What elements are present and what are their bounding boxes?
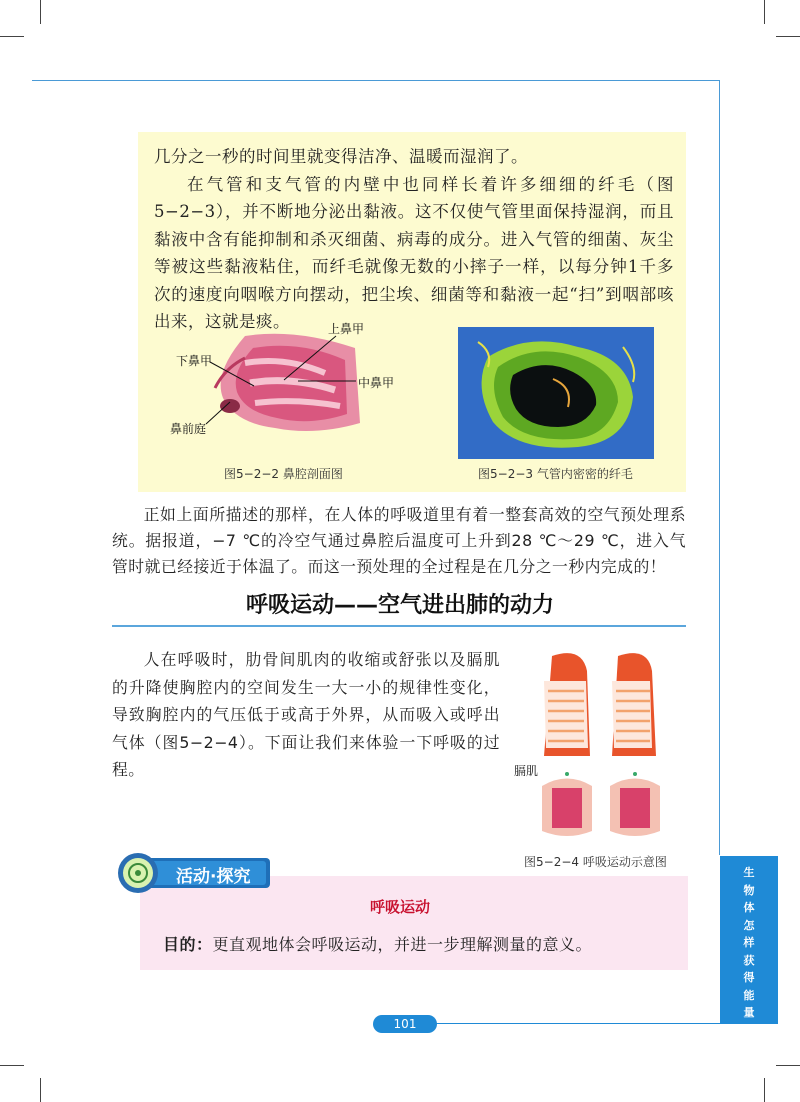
crop-mark [0, 36, 24, 37]
crop-mark [764, 1078, 765, 1102]
activity-title: 呼吸运动 [369, 898, 430, 916]
crop-mark [776, 1065, 800, 1066]
purpose-text: 更直观地体会呼吸运动，并进一步理解测量的意义。 [212, 935, 593, 954]
section-divider [112, 625, 686, 627]
chapter-side-tab [720, 856, 778, 1024]
crop-mark [0, 1065, 24, 1066]
leader-line [298, 376, 358, 386]
page-frame-right [719, 80, 720, 855]
reading-line-1: 几分之一秒的时间里就变得洁净、温暖而湿润了。 [154, 147, 528, 166]
side-tab-char: 样 [743, 936, 755, 949]
leader-line [204, 400, 234, 426]
label-nasal-vestibule: 鼻前庭 [170, 422, 207, 436]
reading-text [154, 143, 674, 336]
activity-badge-label: 活动·探究 [176, 867, 251, 887]
side-tab-char: 生 [743, 866, 755, 879]
breathing-diagram [522, 636, 672, 846]
side-tab-char: 物 [743, 883, 755, 897]
summary-paragraph: 正如上面所描述的那样，在人体的呼吸道里有着一整套高效的空气预处理系统。据报道，−7 ℃的冷空气通过鼻腔后温度可上升到28 ℃～29 ℃，进入气管时就已经接近于体温了。而这一预处理的全过程是在几分之一秒内完成的！ [112, 505, 686, 576]
reading-paragraph-2: 在气管和支气管的内壁中也同样长着许多细细的纤毛（图5−2−3），并不断地分泌出黏液。这不仅使气管里面保持湿润，而且黏液中含有能抑制和杀灭细菌、病毒的成分。进入气管的细菌、灰尘等被这些黏液粘住，而纤毛就像无数的小摔子一样，以每分钟1千多次的速度向咽喉方向摆动，把尘埃、细菌等和黏液一起“扫”到咽部咳出来，这就是痰。 [154, 174, 674, 331]
side-tab-char: 能 [743, 988, 755, 1002]
crop-mark [40, 1078, 41, 1102]
purpose-label: 目的： [163, 935, 213, 954]
cilia-micrograph [458, 327, 654, 459]
label-middle-turbinate: 中鼻甲 [358, 376, 395, 390]
label-upper-turbinate: 上鼻甲 [328, 322, 365, 336]
figure-523-caption: 图5−2−3 气管内密密的纤毛 [478, 467, 633, 481]
figure-524-caption: 图5−2−4 呼吸运动示意图 [524, 855, 667, 869]
activity-purpose [163, 932, 592, 955]
leader-line [208, 360, 258, 390]
side-tab-char: 量 [743, 1006, 755, 1019]
crop-mark [764, 0, 765, 24]
side-tab-char: 怎 [743, 918, 755, 932]
figure-522-caption: 图5−2−2 鼻腔剖面图 [224, 467, 343, 481]
label-diaphragm: 膈肌 [514, 764, 539, 778]
section-heading: 呼吸运动——空气进出肺的动力 [245, 593, 554, 618]
side-tab-char: 获 [743, 953, 755, 967]
crop-mark [776, 36, 800, 37]
section-paragraph: 人在呼吸时，肋骨间肌肉的收缩或舒张以及膈肌的升降使胸腔内的空间发生一大一小的规律性变化，导致胸腔内的气压低于或高于外界，从而吸入或呼出气体（图5−2−4）。下面让我们来体验一下呼吸的过程。 [112, 650, 500, 779]
page-frame-top [32, 80, 720, 81]
side-tab-char: 体 [743, 901, 755, 914]
crop-mark [40, 0, 41, 24]
label-lower-turbinate: 下鼻甲 [176, 354, 213, 368]
page-number: 101 [373, 1015, 437, 1033]
side-tab-char: 得 [743, 971, 755, 984]
